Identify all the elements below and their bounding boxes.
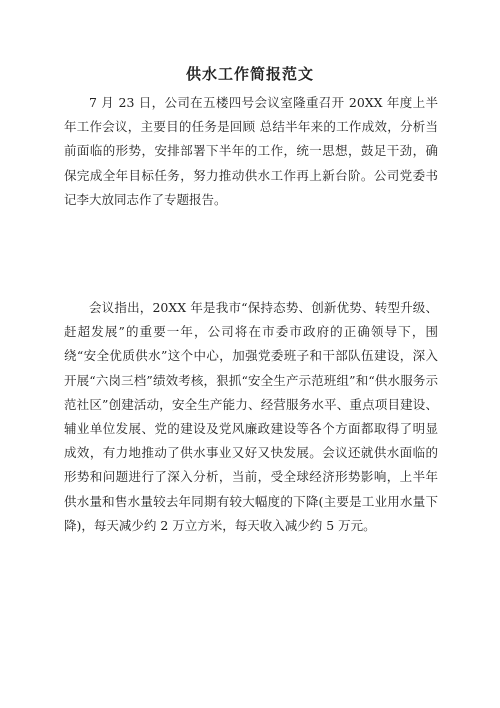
paragraph-meeting-summary: 7 月 23 日，公司在五楼四号会议室隆重召开 20XX 年度上半年工作会议，主要目的任务是回顾 总结半年来的工作成效，分析当前面临的形势，安排部署下半年的工作，统一思想，鼓足干劲，确保完成全年目标任务，努力推动供水工作再上新台阶。公司党委书记李大放同志作了专题报告。: [64, 95, 438, 207]
paragraph-meeting-analysis: 会议指出，20XX 年是我市“保持态势、创新优势、转型升级、赶超发展”的重要一年，公司将在市委市政府的正确领导下，围绕“安全优质供水”这个中心，加强党委班子和干部队伍建设，深入开展“六岗三档”绩效考核，狠抓“安全生产示范班组”和“供水服务示范社区”创建活动，安全生产能力、经营服务水平、重点项目建设、辅业单位发展、党的建设及党风廉政建设等各个方面都取得了明显成效，有力地推动了供水事业又好又快发展。会议还就供水面临的形势和问题进行了深入分析，当前，受全球经济形势影响，上半年供水量和售水量较去年同期有较大幅度的下降(主要是工业用水量下降)，每天减少约 2 万立方米，每天收入减少约 5 万元。: [64, 300, 438, 533]
document-title: 供水工作简报范文: [185, 65, 314, 83]
